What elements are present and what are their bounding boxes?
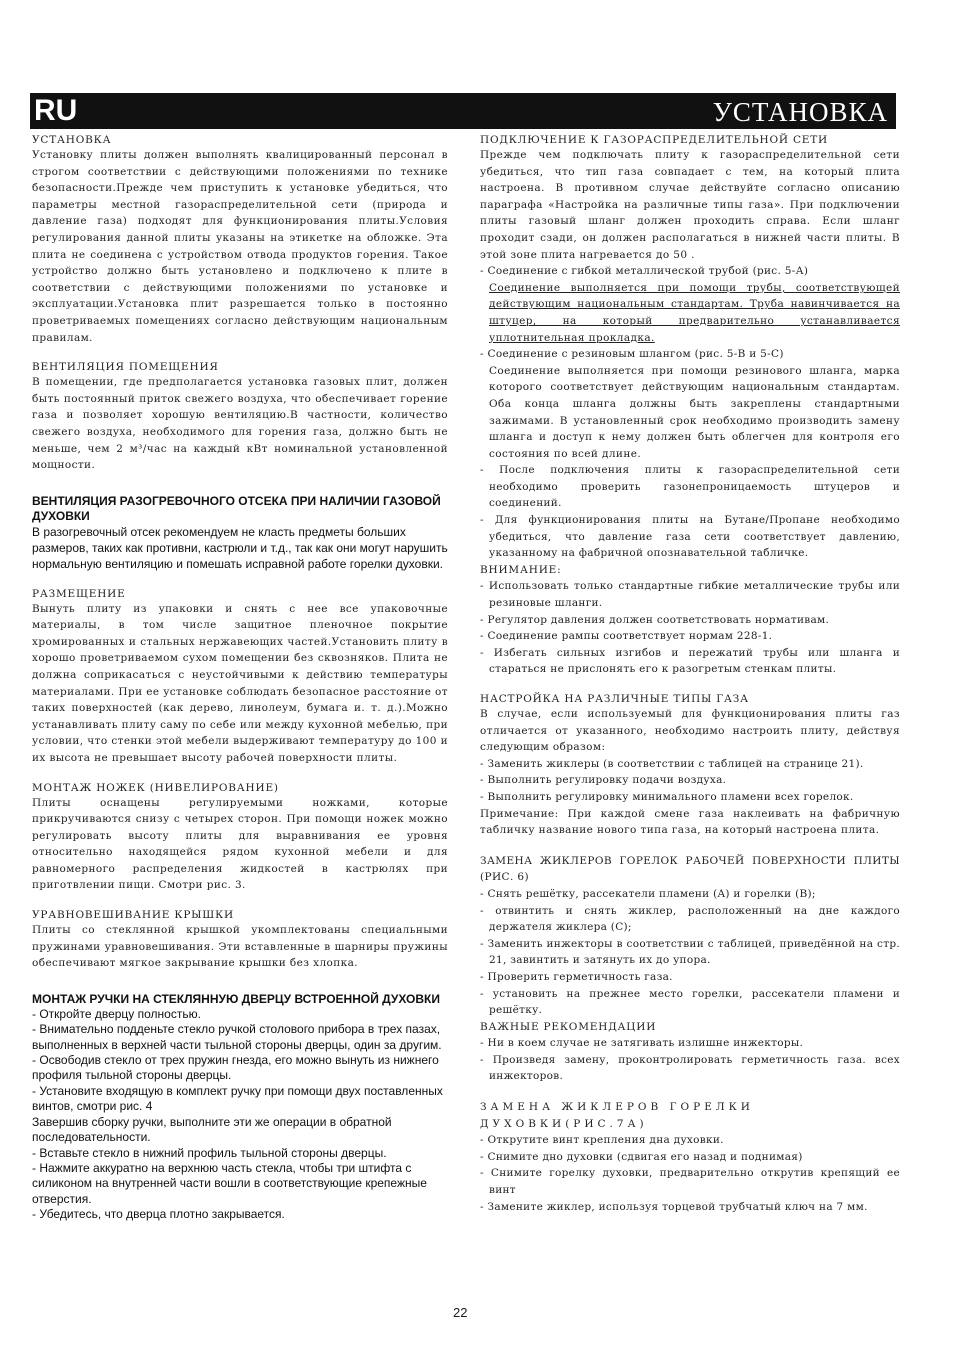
handle-item: - Освободив стекло от трех пружин гнезда, его можно вынуть из нижнего профиля тыльной стороны дверцы. [32,1053,439,1083]
gas-types-item: - Заменить жиклеры (в соответствии с таблицей на странице 21). [480,757,864,770]
after-item: - После подключения плиты к газораспределительной сети необходимо проверить газонепроницаемость штуцеров и соединений. [480,464,900,510]
metal-hose-title: - Соединение с гибкой металлической трубой (рис. 5-А) [480,265,809,278]
attention-item: - Избегать сильных изгибов и пережатий трубы или шланга и стараться не прислонять его к разогретым стенкам плиты. [480,646,900,676]
placement-title: РАЗМЕЩЕНИЕ [32,587,126,600]
jets-title: ЗАМЕНА ЖИКЛЕРОВ ГОРЕЛОК РАБОЧЕЙ ПОВЕРХНОСТИ ПЛИТЫ (РИС. 6) [480,854,900,884]
left-column [32,133,448,1303]
attention-item: - Соединение рампы соответствует нормам 228-1. [480,630,773,643]
rubber-hose-text: Соединение выполняется при помощи резинового шланга, марка которого соответствует действующим национальным стандартам. Оба конца шланга должны быть закреплены стандартными зажимами. В установленный срок необходимо производить замену шланга и доступ к нему должен быть облегчен для контроля его состояния по всей длине. [489,364,900,460]
page-number: 22 [453,1305,468,1320]
handle-item: - Откройте дверцу полностью. [32,1006,201,1021]
attention-item: - Использовать только стандартные гибкие металлические трубы или резиновые шланги. [480,580,900,610]
handle-title: МОНТАЖ РУЧКИ НА СТЕКЛЯННУЮ ДВЕРЦУ ВСТРОЕННОЙ ДУХОВКИ [32,991,440,1006]
jets-item: - Заменить инжекторы в соответствии с таблицей, приведённой на стр. 21, завинтить и затянуть их до упора. [480,937,900,967]
right-column [480,133,900,1303]
important-title: ВАЖНЫЕ РЕКОМЕНДАЦИИ [480,1020,657,1033]
oven-vent-text: В разогревочный отсек рекомендуем не класть предметы больших размеров, таких как противни, кастрюли и т.д., так как они могут нарушить нормальную вентиляцию и помешать исправной работе горелки духовки. [32,524,448,572]
gas-types-item: - Выполнить регулировку подачи воздуха. [480,774,727,787]
vent-title: ВЕНТИЛЯЦИЯ ПОМЕЩЕНИЯ [32,361,219,374]
page-title: УСТАНОВКА [712,97,888,127]
oven-vent-title: ВЕНТИЛЯЦИЯ РАЗОГРЕВОЧНОГО ОТСЕКА ПРИ НАЛИЧИИ ГАЗОВОЙ ДУХОВКИ [32,493,441,523]
handle-item: - Убедитесь, что дверца плотно закрывается. [32,1207,285,1222]
oven-jet-title: ЗАМЕНА ЖИКЛЕРОВ ГОРЕЛКИ ДУХОВКИ(РИС.7А) [480,1101,754,1130]
important-item: - Ни в коем случае не затягивать излишне инжекторы. [480,1037,804,1050]
language-code: RU [34,94,78,127]
attention-item: - Регулятор давления должен соответствовать нормативам. [480,613,830,626]
oven-jet-item: - Замените жиклер, используя торцевой трубчатый ключ на 7 мм. [480,1200,868,1213]
handle-item: Завершив сборку ручки, выполните эти же операции в обратной последовательности. [32,1114,392,1145]
gas-types-item: - Выполнить регулировку минимального пламени всех горелок. [480,790,854,803]
handle-item: - Внимательно подденьте стекло ручкой столового прибора в трех пазах, выполненных в верхней части тыльной стороны дверцы, один за другим. [32,1022,442,1052]
metal-hose-text: Соединение выполняется при помощи трубы, соответствующей действующим национальным стандартам. Труба навинчивается на штуцер, на который предварительно устанавливается уплотнительная прокладка. [489,281,900,344]
oven-jet-item: - Открутите винт крепления дна духовки. [480,1134,724,1147]
after-item: - Для функционирования плиты на Бутане/Пропане необходимо убедиться, что давление газа сети соответствует давлению, указанному на фабричной опознавательной табличке. [480,514,900,560]
jets-item: - отвинтить и снять жиклер, расположенный на дне каждого держателя жиклера (C); [480,904,900,934]
important-item: - Произведя замену, проконтролировать герметичность газа. всех инжекторов. [480,1053,900,1083]
vent-text: В помещении, где предполагается установка газовых плит, должен быть постоянный приток свежего воздуха, что обеспечивает горение газа и позволяет хорошую вентиляцию.В частности, количество свежего воздуха, необходимого для горения газа, должно быть не меньше, чем 2 м³/час на каждый кВт номинальной установленной мощности. [32,376,448,472]
install-title: УСТАНОВКА [32,134,112,146]
gas-connection-text: Прежде чем подключать плиту к газораспределительной сети убедиться, что тип газа совпадает с тем, на который плита настроена. В противном случае действуйте согласно описанию параграфа «Настройка на различные типы газа». При подключении плиты газовый шланг должен проходить справа. Если шланг проходит сзади, он должен располагаться в нижней части плиты. В этой зоне плита нагревается до 50 . [480,149,900,261]
handle-item: - Вставьте стекло в нижний профиль тыльной стороны дверцы. [32,1145,387,1160]
rubber-hose-title: - Соединение с резиновым шлангом (рис. 5-В и 5-С) [480,348,784,361]
jets-item: - Снять решётку, рассекатели пламени (A) и горелки (B); [480,887,816,900]
oven-jet-item: - Снимите горелку духовки, предварительно открутив крепящий ее винт [480,1167,900,1197]
gas-types-title: НАСТРОЙКА НА РАЗЛИЧНЫЕ ТИПЫ ГАЗА [480,693,749,705]
legs-title: МОНТАЖ НОЖЕК (НИВЕЛИРОВАНИЕ) [32,781,279,794]
lid-title: УРАВНОВЕШИВАНИЕ КРЫШКИ [32,909,234,922]
jets-item: - установить на прежнее место горелки, рассекатели пламени и решётку. [480,987,900,1017]
lid-text: Плиты со стеклянной крышкой укомплектованы специальными пружинами уравновешивания. Эти вставленные в шарниры пружины обеспечивают мягкое закрывание крышки без хлопка. [32,924,448,970]
gas-connection-title: ПОДКЛЮЧЕНИЕ К ГАЗОРАСПРЕДЕЛИТЕЛЬНОЙ СЕТИ [480,134,829,146]
oven-jet-item: - Снимите дно духовки (сдвигая его назад и поднимая) [480,1150,803,1163]
attention-title: ВНИМАНИЕ: [480,563,562,576]
handle-item: - Установите входящую в комплект ручку при помощи двух поставленных винтов, смотри рис. 4 [32,1083,443,1114]
gas-types-text: В случае, если используемый для функционирования плиты газ отличается от указанного, необходимо настроить плиту, действуя следующим образом: [480,708,900,754]
header-bar [30,93,896,129]
legs-text: Плиты оснащены регулируемыми ножками, которые прикручиваются снизу с четырех сторон. При помощи ножек можно регулировать высоту плиты для выравнивания ее уровня относительно находящейся рядом кухонной мебели и для равномерного распределения жидкостей в кастрюлях при приготвлении пищи. Смотри рис. 3. [32,796,448,892]
jets-item: - Проверить герметичность газа. [480,970,673,983]
gas-types-note: Примечание: При каждой смене газа наклеивать на фабричную табличку название нового типа газа, на который настроена плита. [480,807,900,837]
install-text: Установку плиты должен выполнять квалицированный персонал в строгом соответствии с действующими положениями по технике безопасности.Прежде чем приступить к установке убедиться, что параметры местной газораспределительной сети (природа и давление газа) подходят для функционирования плиты.Условия регулирования данной плиты указаны на этикетке на обложке. Эта плита не соединена с устройством отвода продуктов горения. Такое устройство должно быть установлено и подключено к плите в соответствии с действующими положениями по установке и эксплуатации.Установка плит разрешается только в постоянно проветриваемых помещениях согласно действующим национальным правилам. [32,149,448,344]
handle-item: - Нажмите аккуратно на верхнюю часть стекла, чтобы три штифта с силиконом на внутренней части вошли в соответствующие крепежные отверстия. [32,1160,427,1206]
placement-text: Вынуть плиту из упаковки и снять с нее все упаковочные материалы, в том числе защитное пленочное покрытие хромированных и стальных нержавеющих частей.Установить плиту в хорошо проветриваемом сухом помещении без сквозняков. Плита не должна соприкасаться с неустойчивыми к действию температуры материалами. При ее установке соблюдать безопасное расстояние от таких поверхностей (как дерево, линолеум, бумага и. т. д.).Можно устанавливать плиту саму по себе или между кухонной мебелью, при условии, что стенки этой мебели выдерживают температуру до 100 и их высота не превышает высоту рабочей поверхности плиты. [32,602,448,764]
